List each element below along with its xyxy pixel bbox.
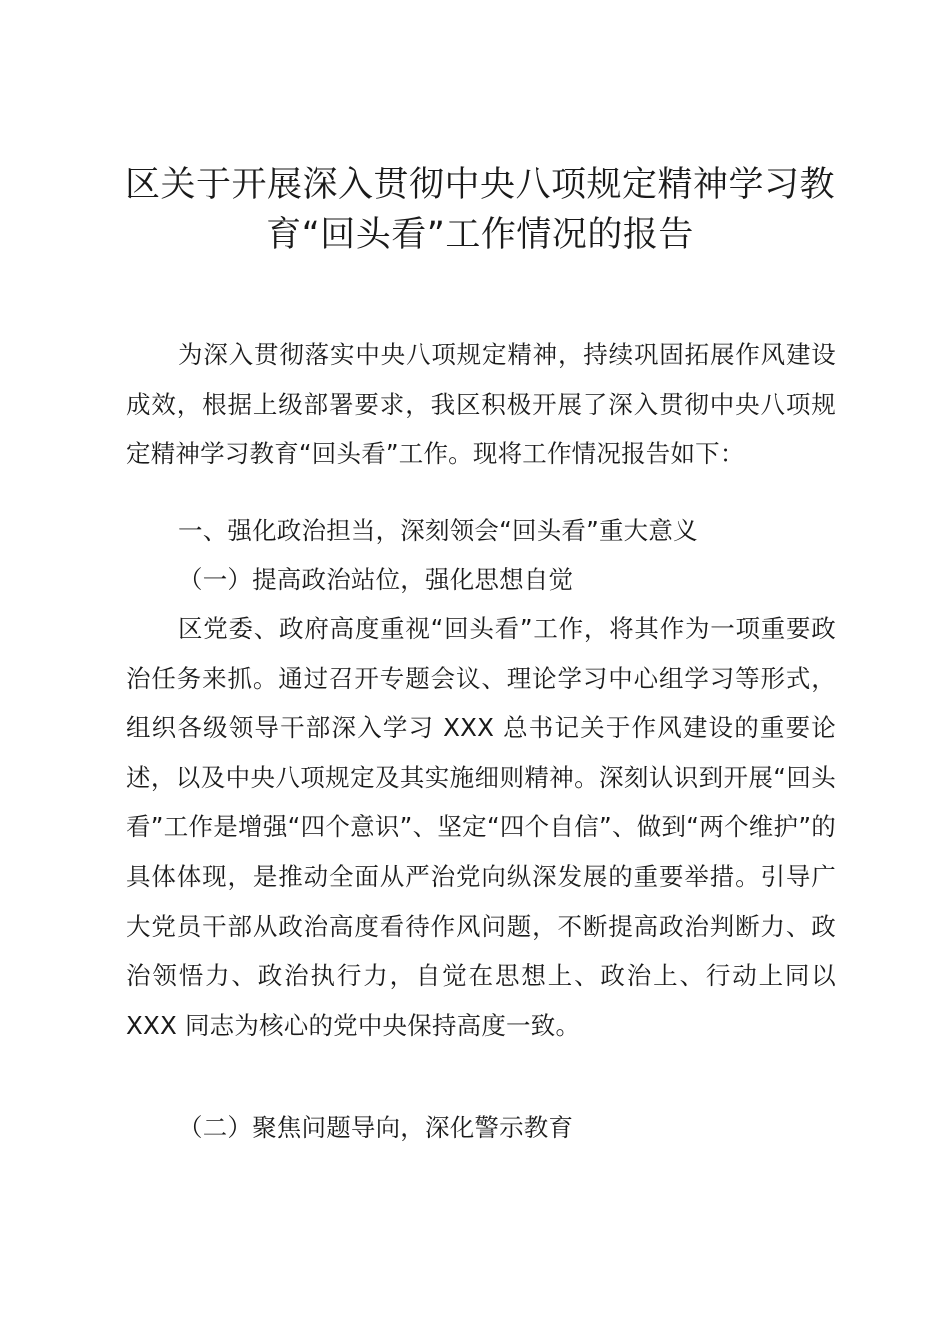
- title-line-2: 育“回头看”工作情况的报告: [266, 215, 694, 255]
- title-line-1: 区关于开展深入贯彻中央八项规定精神学习教: [124, 165, 835, 205]
- section-1-heading: 一、强化政治担当，深刻领会“回头看”重大意义: [178, 516, 698, 545]
- subsection-1-paragraph: 区党委、政府高度重视“回头看”工作，将其作为一项重要政治任务来抓。通过召开专题会议、理论学习中心组学习等形式，组织各级领导干部深入学习 XXX 总书记关于作风建设的重要论述，以及中央八项规定及其实施细则精神。深刻认识到开展“回头看”工作是增强“四个意识”、坚定“四个自信”、做到“两个维护”的具体体现，是推动全面从严治党向纵深发展的重要举措。引导广大党员干部从政治高度看待作风问题，不断提高政治判断力、政治领悟力、政治执行力，自觉在思想上、政治上、行动上同以 XXX 同志为核心的党中央保持高度一致。: [126, 614, 836, 1040]
- document-title: [100, 160, 860, 260]
- subsection-2-heading: （二）聚焦问题导向，深化警示教育: [178, 1113, 574, 1142]
- intro-paragraph: 为深入贯彻落实中央八项规定精神，持续巩固拓展作风建设成效，根据上级部署要求，我区积极开展了深入贯彻中央八项规定精神学习教育“回头看”工作。现将工作情况报告如下：: [126, 340, 836, 469]
- subsection-1-heading: （一）提高政治站位，强化思想自觉: [178, 565, 574, 594]
